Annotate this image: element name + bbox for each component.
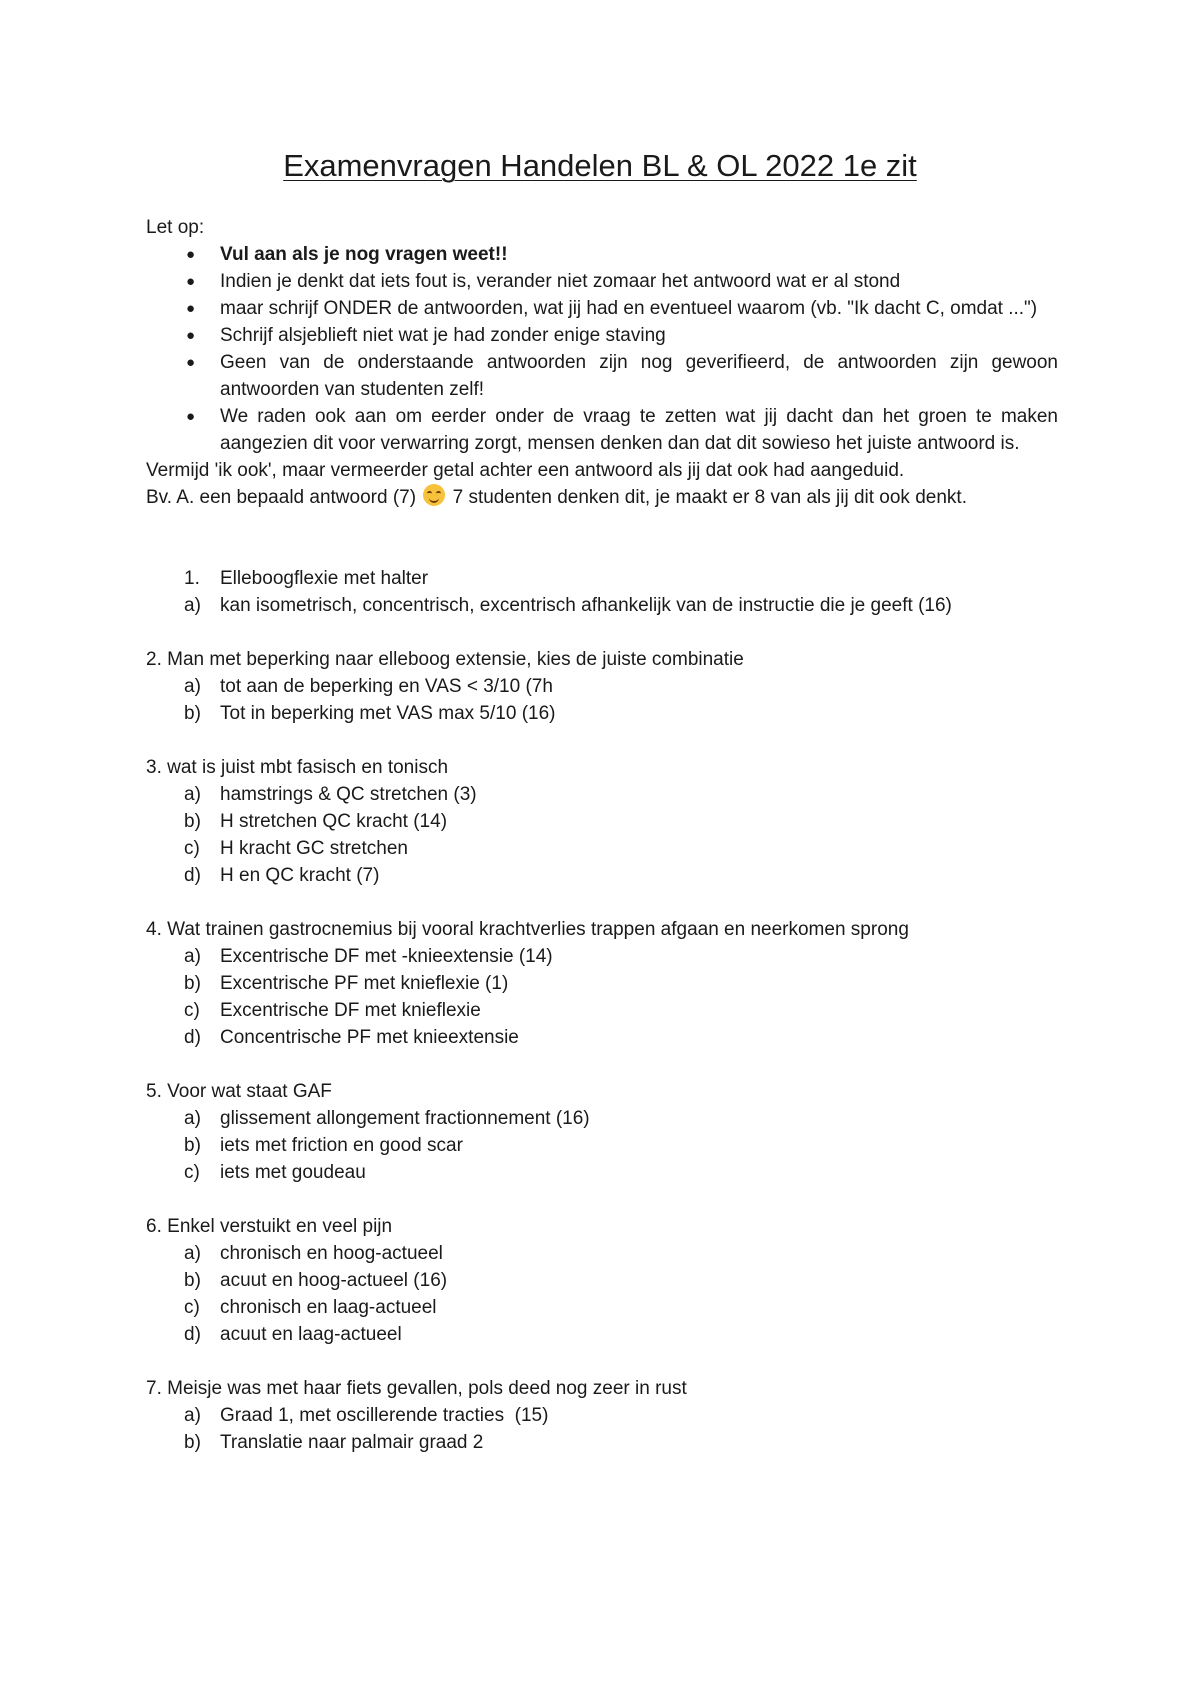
bullet-icon: ● <box>186 273 196 290</box>
question-3 <box>146 754 1058 889</box>
question-text: 3. wat is juist mbt fasisch en tonisch <box>146 757 449 778</box>
instruction-list <box>146 241 1058 457</box>
question-text: 6. Enkel verstuikt en veel pijn <box>146 1216 393 1237</box>
question-1 <box>146 565 1058 619</box>
question-text: 7. Meisje was met haar fiets gevallen, pols deed nog zeer in rust <box>146 1378 687 1399</box>
answer-option: a) chronisch en hoog-actueel <box>184 1243 443 1264</box>
note-example: Bv. A. een bepaald antwoord (7) 7 studenten denken dit, je maakt er 8 van als jij dit ook denkt. <box>146 484 1058 511</box>
answer-option: b) H stretchen QC kracht (14) <box>184 811 448 832</box>
question-4 <box>146 916 1058 1051</box>
answer-option: b) Tot in beperking met VAS max 5/10 (16) <box>184 703 556 724</box>
answer-option: b) acuut en hoog-actueel (16) <box>184 1270 448 1291</box>
question-text: 5. Voor wat staat GAF <box>146 1081 332 1102</box>
question-6 <box>146 1213 1058 1348</box>
question-text: 4. Wat trainen gastrocnemius bij vooral krachtverlies trappen afgaan en neerkomen sprong <box>146 919 909 940</box>
answer-option: a) tot aan de beperking en VAS < 3/10 (7h <box>184 676 553 697</box>
question-text: 2. Man met beperking naar elleboog extensie, kies de juiste combinatie <box>146 649 744 670</box>
smiling-face-icon <box>423 484 445 506</box>
answer-option: a) Excentrische DF met -knieextensie (14) <box>184 946 553 967</box>
instruction-item: ● Schrijf alsjeblieft niet wat je had zonder enige staving <box>146 322 1058 349</box>
bullet-icon: ● <box>186 246 196 263</box>
note-vermijd: Vermijd 'ik ook', maar vermeerder getal achter een antwoord als jij dat ook had aangeduid. <box>146 460 905 481</box>
answer-option: b) iets met friction en good scar <box>184 1135 463 1156</box>
question-2 <box>146 646 1058 727</box>
bullet-icon: ● <box>186 327 196 344</box>
bullet-icon: ● <box>186 300 196 317</box>
document-body <box>146 214 1058 1456</box>
instruction-item: ● Geen van de onderstaande antwoorden zijn nog geverifieerd, de antwoorden zijn gewoon antwoorden van studenten zelf! <box>146 349 1058 403</box>
instruction-item: ● maar schrijf ONDER de antwoorden, wat jij had en eventueel waarom (vb. "Ik dacht C, omdat ...") <box>146 295 1058 322</box>
answer-option: c) Excentrische DF met knieflexie <box>184 1000 481 1021</box>
intro-heading: Let op: <box>146 217 205 238</box>
answer-option: c) chronisch en laag-actueel <box>184 1297 437 1318</box>
bullet-icon: ● <box>186 354 196 371</box>
answer-option: a) glissement allongement fractionnement (16) <box>184 1108 590 1129</box>
answer-option: a) Graad 1, met oscillerende tracties (15) <box>184 1405 549 1426</box>
answer-option: d) H en QC kracht (7) <box>184 865 380 886</box>
answer-option: b) Translatie naar palmair graad 2 <box>184 1432 484 1453</box>
answer-option: d) Concentrische PF met knieextensie <box>184 1027 519 1048</box>
instruction-item: ● Indien je denkt dat iets fout is, verander niet zomaar het antwoord wat er al stond <box>146 268 1058 295</box>
answer-option: a) kan isometrisch, concentrisch, excentrisch afhankelijk van de instructie die je geeft (16) <box>184 595 952 616</box>
question-7 <box>146 1375 1058 1456</box>
answer-option: b) Excentrische PF met knieflexie (1) <box>184 973 509 994</box>
answer-option: d) acuut en laag-actueel <box>184 1324 402 1345</box>
answer-option: c) H kracht GC stretchen <box>184 838 408 859</box>
answer-option: a) hamstrings & QC stretchen (3) <box>184 784 477 805</box>
question-5 <box>146 1078 1058 1186</box>
document-title: Examenvragen Handelen BL & OL 2022 1e zit <box>283 148 917 183</box>
bullet-icon: ● <box>186 408 196 425</box>
question-text: 1. Elleboogflexie met halter <box>184 568 429 589</box>
answer-option: c) iets met goudeau <box>184 1162 366 1183</box>
instruction-item: ● We raden ook aan om eerder onder de vraag te zetten wat jij dacht dan het groen te maken aangezien dit voor verwarring zorgt, mensen denken dan dat dit sowieso het juiste antwoord is. <box>146 403 1058 457</box>
instruction-item: ● Vul aan als je nog vragen weet!! <box>146 241 1058 268</box>
